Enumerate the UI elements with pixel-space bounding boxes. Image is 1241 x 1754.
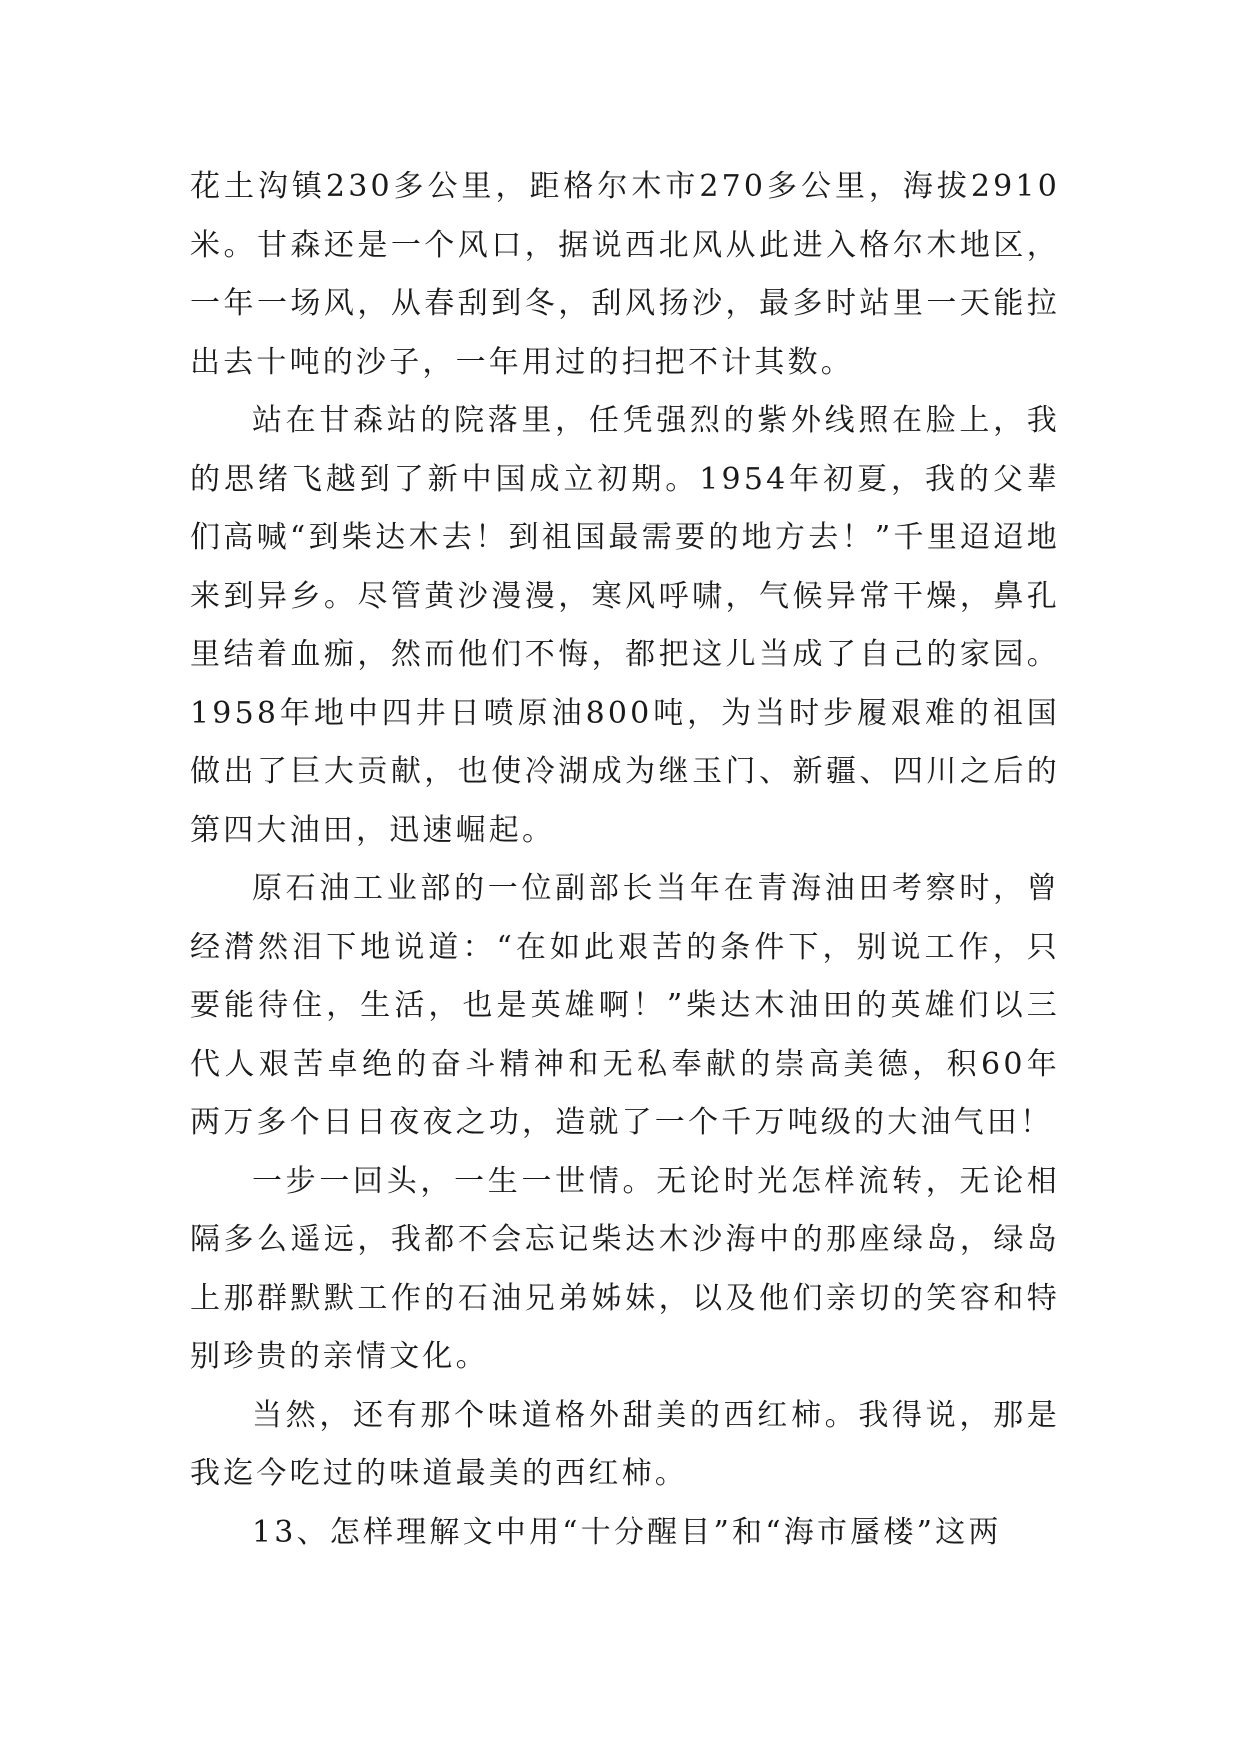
article-body <box>190 158 1060 1562</box>
paragraph-vice-minister: 原石油工业部的一位副部长当年在青海油田考察时，曾经潸然泪下地说道：“在如此艰苦的条件下，别说工作，只要能待住，生活，也是英雄啊！”柴达木油田的英雄们以三代人艰苦卓绝的奋斗精神和无私奉献的崇高美德，积60年两万多个日日夜夜之功，造就了一个千万吨级的大油气田！ <box>190 871 1060 1140</box>
paragraph-tomato: 当然，还有那个味道格外甜美的西红柿。我得说，那是我迄今吃过的味道最美的西红柿。 <box>190 1397 1060 1491</box>
paragraph-gansen-station: 站在甘森站的院落里，任凭强烈的紫外线照在脸上，我的思绪飞越到了新中国成立初期。1954年初夏，我的父辈们高喊“到柴达木去！到祖国最需要的地方去！”千里迢迢地来到异乡。尽管黄沙漫漫，寒风呼啸，气候异常干燥，鼻孔里结着血痂，然而他们不悔，都把这儿当成了自己的家园。1958年地中四井日喷原油800吨，为当时步履艰难的祖国做出了巨大贡献，也使冷湖成为继玉门、新疆、四川之后的第四大油田，迅速崛起。 <box>190 403 1060 848</box>
paragraph-memory: 一步一回头，一生一世情。无论时光怎样流转，无论相隔多么遥远，我都不会忘记柴达木沙海中的那座绿岛，绿岛上那群默默工作的石油兄弟姊妹，以及他们亲切的笑容和特别珍贵的亲情文化。 <box>190 1163 1060 1374</box>
question-13: 13、怎样理解文中用“十分醒目”和“海市蜃楼”这两 <box>252 1514 1002 1550</box>
paragraph-continued: 花土沟镇230多公里，距格尔木市270多公里，海拔2910米。甘森还是一个风口，据说西北风从此进入格尔木地区，一年一场风，从春刮到冬，刮风扬沙，最多时站里一天能拉出去十吨的沙子，一年用过的扫把不计其数。 <box>190 169 1060 380</box>
